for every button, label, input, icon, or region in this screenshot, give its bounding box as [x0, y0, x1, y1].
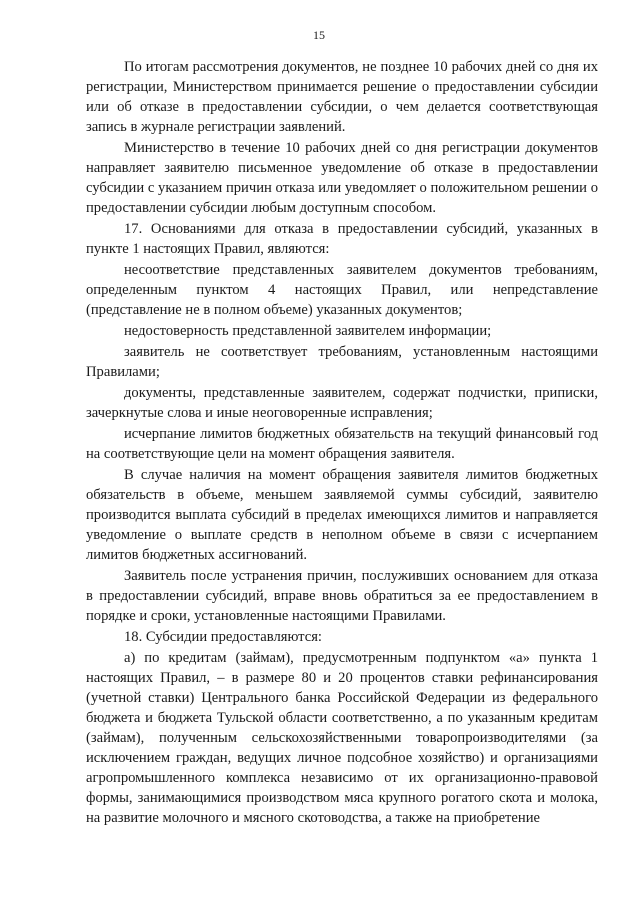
paragraph-17-refusal-grounds: 17. Основаниями для отказа в предоставлении субсидий, указанных в пункте 1 настоящих Правил, являются: — [86, 221, 598, 257]
paragraph-limits-exhausted: исчерпание лимитов бюджетных обязательств на текущий финансовый год на соответствующие цели на момент обращения заявителя. — [86, 426, 598, 462]
page-number: 15 — [313, 28, 325, 42]
paragraph-18-subsidies-provided: 18. Субсидии предоставляются: — [124, 629, 322, 645]
paragraph-reapplication: Заявитель после устранения причин, послуживших основанием для отказа в предоставлении субсидий, вправе вновь обратиться за ее предоставлением в порядке и сроки, установленные настоящими Правилами. — [86, 568, 598, 624]
paragraph-review-decision: По итогам рассмотрения документов, не позднее 10 рабочих дней со дня их регистрации, Министерством принимается решение о предоставлении субсидии или об отказе в предоставлении субсидии, о чем делается соответствующая запись в журнале регистрации заявлений. — [86, 59, 598, 135]
paragraph-partial-payment: В случае наличия на момент обращения заявителя лимитов бюджетных обязательств в объеме, меньшем заявляемой суммы субсидий, заявителю производится выплата субсидий в пределах имеющихся лимитов и направляется уведомление о выплате средств в неполном объеме в связи с исчерпанием лимитов бюджетных ассигнований. — [86, 467, 598, 563]
paragraph-documents-corrections: документы, представленные заявителем, содержат подчистки, приписки, зачеркнутые слова и иные неоговоренные исправления; — [86, 385, 598, 421]
paragraph-requirements-not-met: заявитель не соответствует требованиям, установленным настоящими Правилами; — [86, 344, 598, 380]
paragraph-18a-credits: а) по кредитам (займам), предусмотренным подпунктом «а» пункта 1 настоящих Правил, – в размере 80 и 20 процентов ставки рефинансирования (учетной ставки) Центрального банка Российской Федерации из федерального бюджета и бюджета Тульской области соответственно, а по указанным кредитам (займам), полученным сельскохозяйственными товаропроизводителями (за исключением граждан, ведущих личное подсобное хозяйство) и организациями агропромышленного комплекса независимо от их организационно-правовой формы, занимающимися производством мяса крупного рогатого скота и молока, на развитие молочного и мясного скотоводства, а также на приобретение — [86, 650, 598, 826]
paragraph-documents-nonconformity: несоответствие представленных заявителем документов требованиям, определенным пунктом 4 настоящих Правил, или непредставление (представление не в полном объеме) указанных документов; — [86, 262, 598, 318]
paragraph-unreliable-information: недостоверность представленной заявителем информации; — [124, 323, 492, 339]
document-body — [86, 57, 598, 829]
paragraph-ministry-notification: Министерство в течение 10 рабочих дней со дня регистрации документов направляет заявителю письменное уведомление об отказе в предоставлении субсидии с указанием причин отказа или уведомляет о положительном решении о предоставлении субсидии любым доступным способом. — [86, 140, 598, 216]
